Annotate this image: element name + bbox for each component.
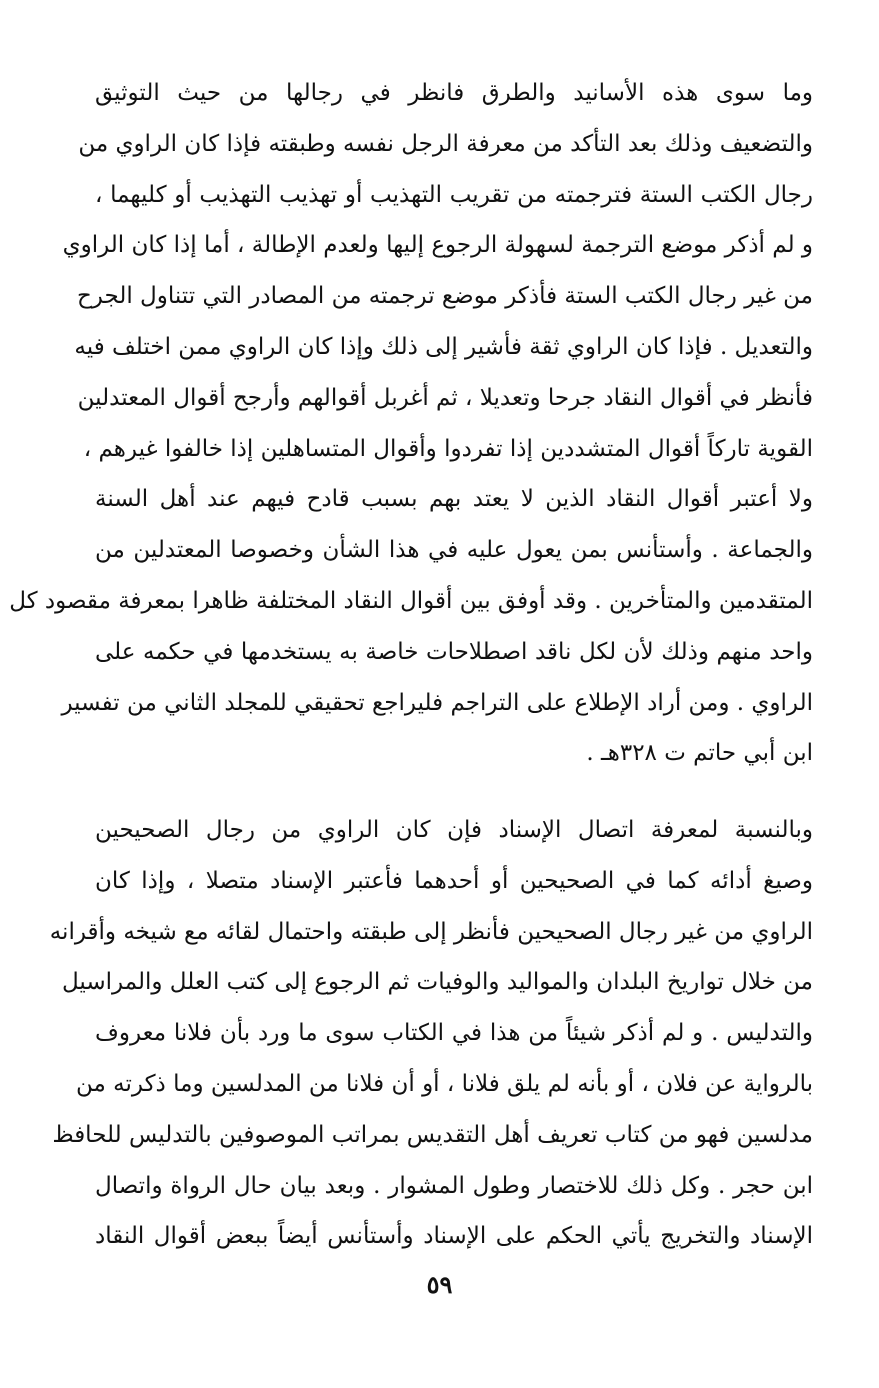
text-line: والتعديل . فإذا كان الراوي ثقة فأشير إلى ذلك وإذا كان الراوي ممن اختلف فيه <box>74 333 813 360</box>
text-line: فأنظر في أقوال النقاد جرحا وتعديلا ، ثم أغربل أقوالهم وأرجح أقوال المعتدلين <box>77 384 813 411</box>
page-number: ٥٩ <box>426 1270 453 1299</box>
text-line: والتدليس . و لم أذكر شيئاً من هذا في الكتاب سوى ما ورد بأن فلانا معروف <box>95 1020 813 1047</box>
text-line: مدلسين فهو من كتاب تعريف أهل التقديس بمراتب الموصوفين بالتدليس للحافظ <box>52 1121 813 1148</box>
text-line: ولا أعتبر أقوال النقاد الذين لا يعتد بهم بسبب قادح فيهم عند أهل السنة <box>95 486 813 513</box>
text-line: وما سوى هذه الأسانيد والطرق فانظر في رجالها من حيث التوثيق <box>95 80 813 106</box>
text-line: واحد منهم وذلك لأن لكل ناقد اصطلاحات خاصة به يستخدمها في حكمه على <box>95 638 813 665</box>
text-line: و لم أذكر موضع الترجمة لسهولة الرجوع إليها ولعدم الإطالة ، أما إذا كان الراوي <box>62 232 813 259</box>
text-line: والجماعة . وأستأنس بمن يعول عليه في هذا الشأن وخصوصا المعتدلين من <box>95 537 813 564</box>
paragraph-1 <box>9 68 813 779</box>
text-line: من غير رجال الكتب الستة فأذكر موضع ترجمته من المصادر التي تتناول الجرح <box>76 283 813 310</box>
text-line: وبالنسبة لمعرفة اتصال الإسناد فإن كان الراوي من رجال الصحيحين <box>95 817 813 843</box>
text-line: القوية تاركاً أقوال المتشددين إذا تفردوا وأقوال المتساهلين إذا خالفوا غيرهم ، <box>83 435 813 462</box>
text-line: ابن أبي حاتم ت ٣٢٨هـ . <box>586 740 813 767</box>
text-line: والتضعيف وذلك بعد التأكد من معرفة الرجل نفسه وطبقته فإذا كان الراوي من <box>78 130 813 157</box>
text-line: الراوي . ومن أراد الإطلاع على التراجم فليراجع تحقيقي للمجلد الثاني من تفسير <box>61 689 813 716</box>
text-line: ابن حجر . وكل ذلك للاختصار وطول المشوار . وبعد بيان حال الرواة واتصال <box>95 1172 813 1199</box>
text-line: بالرواية عن فلان ، أو بأنه لم يلق فلانا ، أو أن فلانا من المدلسين وما ذكرته من <box>76 1070 813 1097</box>
paragraph-2 <box>49 805 813 1262</box>
text-line: وصيغ أدائه كما في الصحيحين أو أحدهما فأعتبر الإسناد متصلا ، وإذا كان <box>95 867 813 894</box>
text-line: المتقدمين والمتأخرين . وقد أوفق بين أقوال النقاد المختلفة ظاهرا بمعرفة مقصود كل <box>9 587 813 614</box>
text-line: الراوي من غير رجال الصحيحين فأنظر إلى طبقته واحتمال لقائه مع شيخه وأقرانه <box>49 918 813 945</box>
text-line: رجال الكتب الستة فترجمته من تقريب التهذيب أو تهذيب التهذيب أو كليهما ، <box>95 181 813 208</box>
text-line: الإسناد والتخريج يأتي الحكم على الإسناد وأستأنس أيضاً ببعض أقوال النقاد <box>95 1223 813 1250</box>
text-line: من خلال تواريخ البلدان والمواليد والوفيات ثم الرجوع إلى كتب العلل والمراسيل <box>61 969 813 996</box>
